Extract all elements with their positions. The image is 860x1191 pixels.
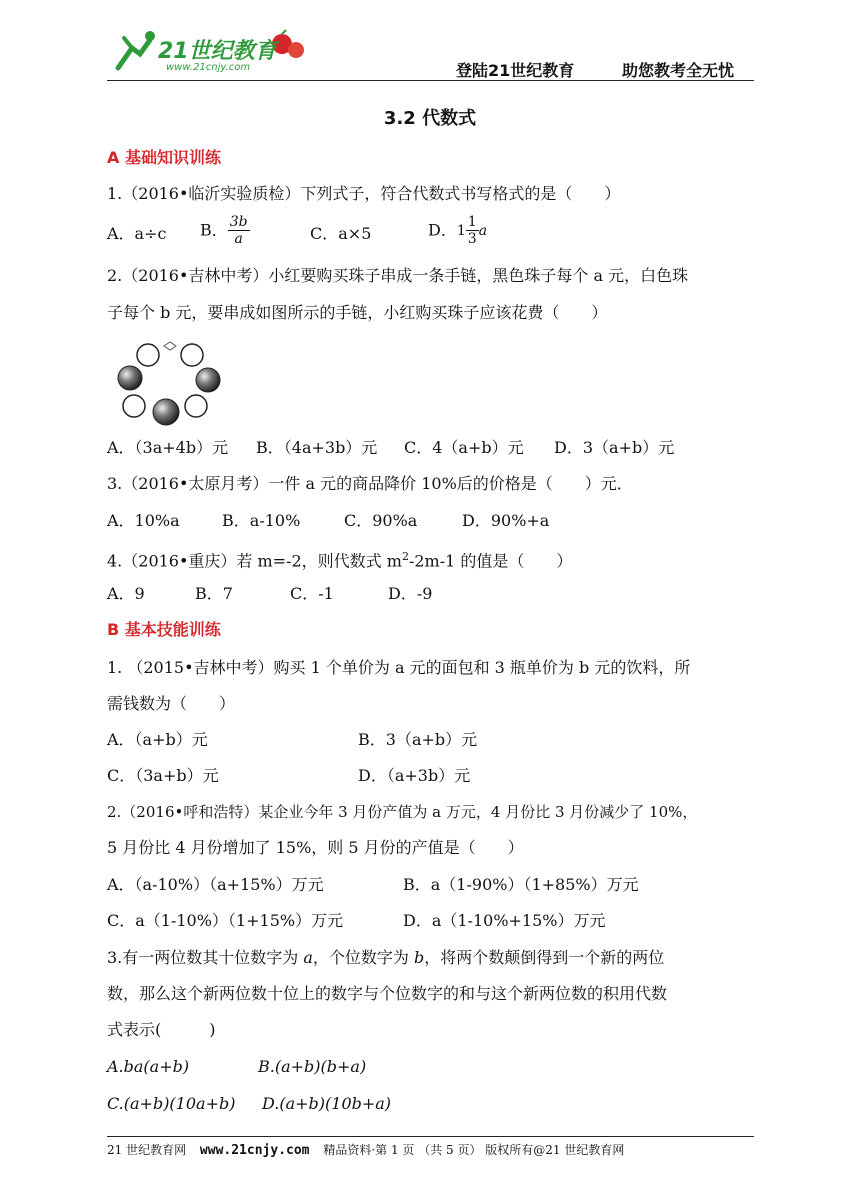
a-q1-option-d-mixed [457,214,487,247]
a-q1-option-b-label: B． [200,220,228,240]
footer-page-info: 精品资料·第 1 页 （共 5 页） 版权所有@21 世纪教育网 [323,1143,625,1157]
b-q3-stem-1-pre: 3.有一两位数其十位数字为 [107,948,304,967]
header-rule [107,80,754,81]
b-q3-stem-1-mid: ，个位数字为 [312,948,414,967]
a-q2-option-d: D．3（a+b）元 [554,438,675,457]
a-q4-stem [107,547,572,571]
b-q2-option-c: C．a（1-10%）（1+15%）万元 [107,911,344,930]
b-q2-option-a: A．（a-10%）（a+15%）万元 [107,875,324,894]
b-q2-option-d: D．a（1-10%+15%）万元 [403,911,606,930]
b-q3-var-a: a [303,948,313,967]
b-q1-stem-2: 需钱数为（ ） [107,694,236,713]
a-q1-option-b [200,214,250,247]
a-q4-stem-pre: 4.（2016•重庆）若 m=-2，则代数式 m [107,551,402,571]
a-q1-option-d-den: 3 [467,231,477,247]
bracelet-image [106,340,230,428]
a-q3-option-d: D．90%+a [462,511,550,530]
a-q2-stem-2: 子每个 b 元，要串成如图所示的手链，小红购买珠子应该花费（ ） [107,303,608,322]
section-a-heading: A 基础知识训练 [107,148,221,167]
a-q3-option-b: B．a-10% [222,511,301,530]
a-q1-option-d-fraction [466,214,479,247]
b-q1-option-d: D．（a+3b）元 [358,766,471,785]
page-title: 3.2 代数式 [383,108,477,129]
a-q3-stem: 3.（2016•太原月考）一件 a 元的商品降价 10%后的价格是（ ）元． [107,474,633,493]
logo [110,28,310,78]
b-q1-option-a: A．（a+b）元 [107,730,208,749]
header-slogan-right: 助您教考全无忧 [622,61,735,80]
b-q3-option-c: C.(a+b)(10a+b) [107,1094,236,1113]
a-q2-option-b: B．（4a+3b）元 [256,438,378,457]
logo-text: 21世纪教育 [158,39,277,64]
a-q4-option-a: A．9 [107,584,145,603]
footer-rule [107,1136,754,1137]
header-slogan-left: 登陆21世纪教育 [456,61,575,80]
b-q1-stem-1: 1. （2015•吉林中考）购买 1 个单价为 a 元的面包和 3 瓶单价为 b 元的饮料，所 [107,658,691,677]
section-b-heading: B 基本技能训练 [107,620,221,639]
a-q1-option-c: C．a×5 [310,224,372,243]
b-q3-var-b: b [414,948,425,967]
b-q2-stem-2: 5 月份比 4 月份增加了 15%，则 5 月份的产值是（ ） [107,838,524,857]
b-q3-stem-1 [107,948,664,968]
a-q4-option-c: C．-1 [290,584,334,603]
b-q1-option-c: C．（3a+b）元 [107,766,219,785]
b-q3-option-a: A.ba(a+b) [107,1057,190,1076]
a-q1-option-b-num: 3b [229,214,248,230]
b-q3-stem-2: 数，那么这个新两位数十位上的数字与个位数字的和与这个新两位数的积用代数 [107,984,668,1003]
a-q1-option-b-den: a [234,231,243,247]
b-q3-stem-3: 式表示( ) [107,1020,216,1039]
a-q4-stem-sup: 2 [401,550,409,563]
b-q2-option-b: B．a（1-90%）（1+85%）万元 [403,875,639,894]
b-q3-option-d: D.(a+b)(10b+a) [262,1094,392,1113]
b-q1-option-b: B．3（a+b）元 [358,730,478,749]
a-q1-option-b-fraction [228,214,250,247]
b-q3-stem-1-post: ，将两个数颠倒得到一个新的两位 [424,948,665,967]
a-q3-option-a: A．10%a [107,511,180,530]
a-q1-stem: 1.（2016•临沂实验质检）下列式子，符合代数式书写格式的是（ ） [107,184,621,203]
a-q2-stem-1: 2.（2016•吉林中考）小红要购买珠子串成一条手链，黑色珠子每个 a 元，白色珠 [107,266,689,285]
footer [107,1142,624,1159]
a-q2-option-a: A．（3a+4b）元 [107,438,229,457]
b-q3-option-b: B.(a+b)(b+a) [258,1057,367,1076]
a-q4-stem-post: -2m-1 的值是（ ） [408,551,573,571]
a-q1-option-d-whole: 1 [456,222,466,239]
a-q1-option-d [428,214,487,247]
a-q3-option-c: C．90%a [344,511,418,530]
a-q2-option-c: C．4（a+b）元 [404,438,524,457]
logo-url: www.21cnjy.com [166,62,251,73]
a-q4-option-d: D．-9 [388,584,433,603]
footer-url[interactable]: www.21cnjy.com [199,1143,310,1158]
a-q1-option-d-label: D． [428,220,457,240]
a-q1-option-d-num: 1 [467,214,477,230]
a-q4-option-b: B．7 [195,584,233,603]
a-q1-option-d-var: a [478,222,488,239]
b-q2-stem-1: 2.（2016•呼和浩特）某企业今年 3 月份产值为 a 万元，4 月份比 3 月份减少了 10%， [107,803,698,821]
bracelet-figure [106,340,230,428]
a-q1-option-a: A．a÷c [107,224,167,243]
footer-site-name: 21 世纪教育网 [107,1143,187,1157]
